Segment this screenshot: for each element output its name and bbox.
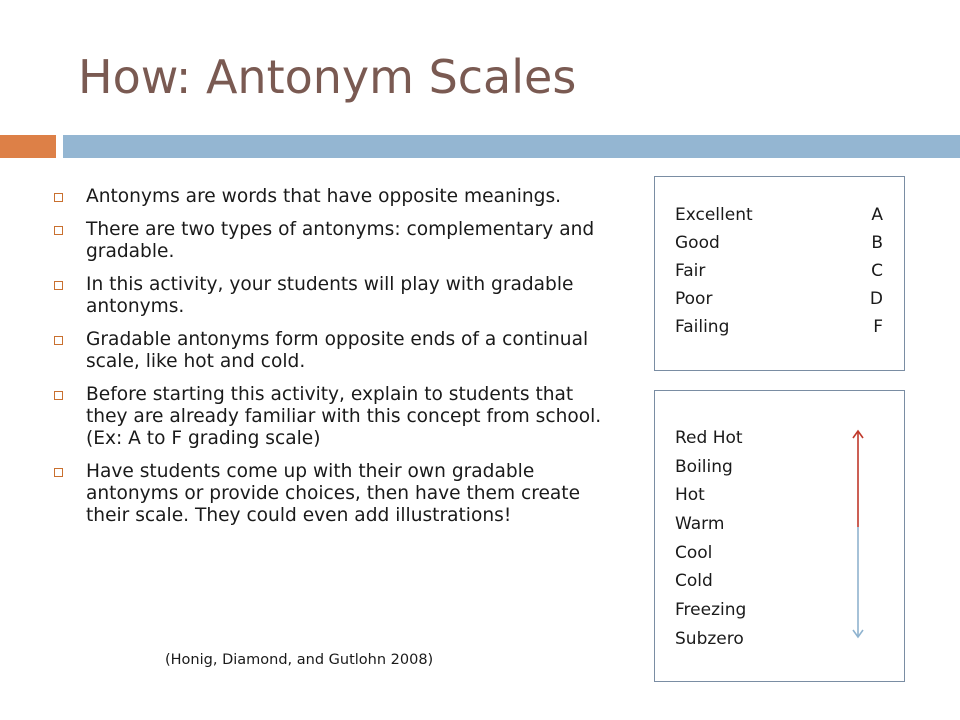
temperature-item: Subzero bbox=[675, 628, 744, 649]
grade-row bbox=[675, 233, 883, 261]
temperature-item: Cold bbox=[675, 571, 713, 592]
bullet-text: Antonyms are words that have opposite meanings. bbox=[86, 186, 562, 207]
citation: (Honig, Diamond, and Gutlohn 2008) bbox=[165, 652, 434, 668]
grade-word: Good bbox=[675, 233, 720, 253]
temperature-item: Cool bbox=[675, 542, 713, 563]
bullet-item bbox=[52, 186, 612, 208]
bullet-item bbox=[52, 274, 612, 318]
grade-letter: C bbox=[871, 261, 883, 281]
accent-bar bbox=[0, 135, 56, 158]
bullet-item bbox=[52, 384, 612, 450]
title-rule-bar bbox=[63, 135, 960, 158]
slide-title: How: Antonym Scales bbox=[78, 50, 577, 104]
square-bullet-icon bbox=[54, 226, 63, 235]
bullet-text: In this activity, your students will play with gradable antonyms. bbox=[86, 274, 574, 317]
bullet-item bbox=[52, 461, 612, 527]
temperature-item: Boiling bbox=[675, 456, 733, 477]
temperature-item: Warm bbox=[675, 514, 725, 535]
bullet-text: Gradable antonyms form opposite ends of a continual scale, like hot and cold. bbox=[86, 329, 589, 372]
grade-word: Poor bbox=[675, 289, 713, 309]
bullet-text: Before starting this activity, explain to students that they are already familiar with this concept from school. (Ex: A to F grading scale) bbox=[86, 384, 602, 449]
grade-word: Fair bbox=[675, 261, 706, 281]
bullet-item bbox=[52, 329, 612, 373]
grade-row bbox=[675, 261, 883, 289]
square-bullet-icon bbox=[54, 468, 63, 477]
double-arrow-icon bbox=[845, 427, 871, 643]
temperature-item: Red Hot bbox=[675, 428, 743, 448]
grade-row bbox=[675, 317, 883, 345]
square-bullet-icon bbox=[54, 281, 63, 290]
temperature-list bbox=[675, 427, 746, 657]
temperature-scale-box bbox=[654, 390, 905, 682]
square-bullet-icon bbox=[54, 336, 63, 345]
grade-letter: F bbox=[873, 317, 883, 337]
bullet-item bbox=[52, 219, 612, 263]
grade-letter: B bbox=[871, 233, 883, 253]
square-bullet-icon bbox=[54, 391, 63, 400]
bullet-text: Have students come up with their own gradable antonyms or provide choices, then have them create their scale. They could even add illustrations! bbox=[86, 461, 581, 526]
temperature-item: Freezing bbox=[675, 600, 747, 621]
bullet-list bbox=[52, 186, 612, 538]
grade-scale-box bbox=[654, 176, 905, 371]
bullet-text: There are two types of antonyms: complementary and gradable. bbox=[86, 219, 595, 262]
grade-letter: A bbox=[871, 205, 883, 225]
grade-word: Excellent bbox=[675, 205, 753, 225]
grade-row bbox=[675, 205, 883, 233]
grade-letter: D bbox=[869, 289, 883, 309]
grade-row bbox=[675, 289, 883, 317]
square-bullet-icon bbox=[54, 193, 63, 202]
grade-word: Failing bbox=[675, 317, 730, 337]
temperature-item: Hot bbox=[675, 485, 705, 506]
